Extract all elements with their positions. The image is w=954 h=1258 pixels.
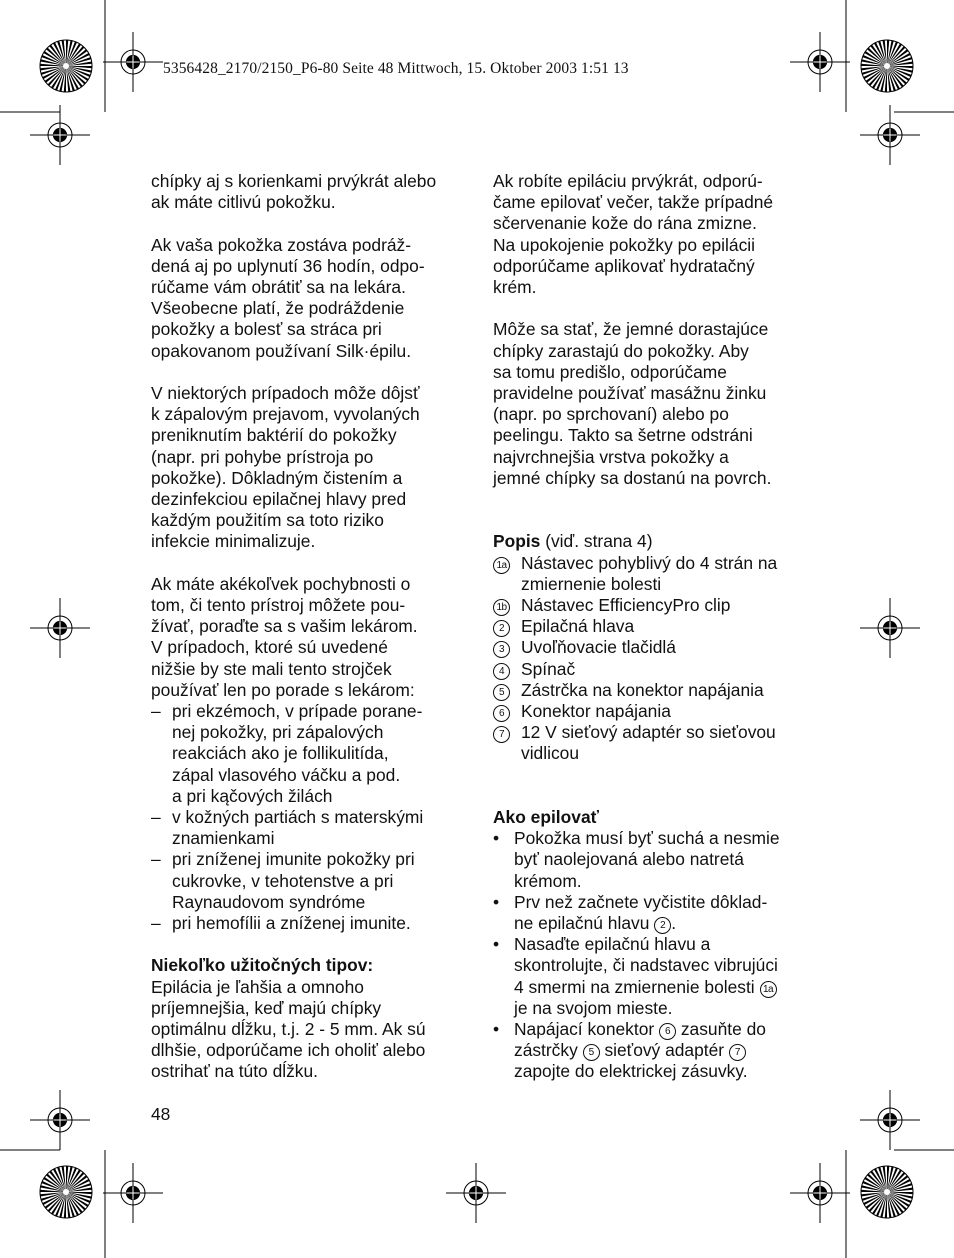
- paragraph-consult-doctor: Ak máte akékoľvek pochybnosti o tom, či tento prístroj môžete pou- žívať, poraďte sa s vašim lekárom. V prípadoch, ktoré sú uvedené nižšie by ste mali tento strojček používať len po porade s lekárom:: [151, 573, 418, 700]
- part-label: Uvoľňovacie tlačidlá: [521, 637, 676, 658]
- part-label: Konektor napájania: [521, 701, 671, 722]
- part-item: [493, 701, 805, 722]
- paragraph-tips: Epilácia je ľahšia a omnoho príjemnejšia, keď majú chípky optimálnu dĺžku, t.j. 2 - 5 mm. Ak sú dlhšie, odporúčame ich oholiť alebo ostrihať na túto dĺžku.: [151, 976, 426, 1082]
- crosshair-mark: [446, 1163, 506, 1223]
- crosshair-mark: [103, 32, 163, 92]
- part-number: 3: [493, 641, 510, 658]
- crosshair-mark: [790, 1163, 850, 1223]
- part-item: [493, 637, 805, 658]
- part-label: Epilačná hlava: [521, 616, 635, 637]
- list-item: • Nasaďte epilačnú hlavu a skontrolujte, či nadstavec vibrujúci 4 smermi na zmiernenie bolesti 1a je na svojom mieste.: [493, 934, 805, 1019]
- list-item: – pri hemofílii a zníženej imunite.: [151, 913, 463, 934]
- starburst-mark: [40, 40, 92, 92]
- part-label: Nástavec pohyblivý do 4 strán na zmiernenie bolesti: [521, 552, 778, 594]
- starburst-mark: [40, 1166, 92, 1218]
- contraindications-list: [151, 701, 463, 934]
- part-item: [493, 659, 805, 680]
- crosshair-mark: [860, 105, 920, 165]
- how-to-epilate-heading: Ako epilovať: [493, 807, 599, 828]
- crosshair-mark: [30, 1090, 90, 1150]
- right-column: [493, 171, 805, 1083]
- crosshair-mark: [860, 1090, 920, 1150]
- print-slug: 5356428_2170/2150_P6-80 Seite 48 Mittwoch, 15. Oktober 2003 1:51 13: [163, 60, 629, 77]
- paragraph-inflammation: V niektorých prípadoch môže dôjsť k zápalovým prejavom, vyvolaných preniknutím baktérií do pokožky (napr. pri pohybe prístroja po pokožke). Dôkladným čistením a dezinfekciou epilačnej hlavy pred každým použitím sa toto riziko infekcie minimalizuje.: [151, 383, 420, 552]
- left-column: [151, 171, 463, 1083]
- part-ref-6: 6: [659, 1023, 676, 1040]
- part-label: Zástrčka na konektor napájania: [521, 679, 764, 700]
- part-number: 7: [493, 726, 510, 743]
- list-item: • Napájací konektor 6 zasuňte do zástrčky 5 sieťový adaptér 7 zapojte do elektrickej zásuvky.: [493, 1019, 805, 1083]
- part-number: 1b: [493, 599, 510, 616]
- list-item: – pri zníženej imunite pokožky pri cukrovke, v tehotenstve a pri Raynaudovom syndróme: [151, 849, 463, 913]
- tips-heading: Niekoľko užitočných tipov:: [151, 955, 374, 976]
- paragraph-irritation: Ak vaša pokožka zostáva podráž- dená aj po uplynutí 36 hodín, odpo- rúčame vám obrátiť sa na lekára. Všeobecne platí, že podráždenie pokožky a bolesť sa stráca pri opakovanom používaní Silk·épilu.: [151, 234, 425, 361]
- part-item: [493, 595, 805, 616]
- part-item: [493, 722, 805, 764]
- part-ref-7: 7: [729, 1044, 746, 1061]
- part-ref-1a: 1a: [760, 981, 777, 998]
- part-number: 6: [493, 705, 510, 722]
- paragraph-ingrown-hairs: Môže sa stať, že jemné dorastajúce chípky zarastajú do pokožky. Aby sa tomu predišlo, odporúčame pravidelne používať masážnu žinku (napr. po sprchovaní) alebo po peelingu. Takto sa šetrne odstráni najvrchnejšia vrstva pokožky a jemné chípky sa dostanú na povrch.: [493, 319, 772, 488]
- list-item: • Pokožka musí byť suchá a nesmie byť naolejovaná alebo natretá krémom.: [493, 828, 805, 892]
- paragraph-evening-epilation: Ak robíte epiláciu prvýkrát, odporú- čame epilovať večer, takže prípadné sčervenanie kože do rána zmizne. Na upokojenie pokožky po epilácii odporúčame aplikovať hydratačný krém.: [493, 171, 774, 298]
- page-number: 48: [151, 1104, 171, 1124]
- part-item: [493, 680, 805, 701]
- popis-page-ref: (viď. strana 4): [540, 531, 653, 552]
- starburst-mark: [861, 40, 913, 92]
- popis-title: Popis: [493, 531, 541, 552]
- part-label: Nástavec EfficiencyPro clip: [521, 595, 731, 616]
- how-to-epilate-list: [493, 828, 805, 1082]
- part-label: 12 V sieťový adaptér so sieťovou vidlicou: [521, 722, 776, 764]
- crosshair-mark: [860, 598, 920, 658]
- list-item: • Prv než začnete vyčistite dôklad- ne epilačnú hlavu 2 .: [493, 892, 805, 934]
- part-item: [493, 553, 805, 595]
- parts-list: [493, 553, 805, 765]
- list-item: – v kožných partiách s materskými znamienkami: [151, 807, 463, 849]
- starburst-mark: [861, 1166, 913, 1218]
- part-number: 1a: [493, 557, 510, 574]
- part-number: 4: [493, 663, 510, 680]
- popis-heading: [493, 531, 805, 552]
- crosshair-mark: [103, 1163, 163, 1223]
- paragraph-first-use: chípky aj s korienkami prvýkrát alebo ak máte citlivú pokožku.: [151, 171, 437, 213]
- list-item: – pri ekzémoch, v prípade porane- nej pokožky, pri zápalových reakciách ako je follikulitída, zápal vlasového váčku a pod. a pri kąčových žilách: [151, 701, 463, 807]
- crosshair-mark: [30, 598, 90, 658]
- part-number: 5: [493, 684, 510, 701]
- part-item: [493, 616, 805, 637]
- crosshair-mark: [790, 32, 850, 92]
- part-ref-2: 2: [654, 917, 671, 934]
- crosshair-mark: [30, 105, 90, 165]
- part-ref-5: 5: [583, 1044, 600, 1061]
- part-label: Spínač: [521, 658, 576, 679]
- part-number: 2: [493, 620, 510, 637]
